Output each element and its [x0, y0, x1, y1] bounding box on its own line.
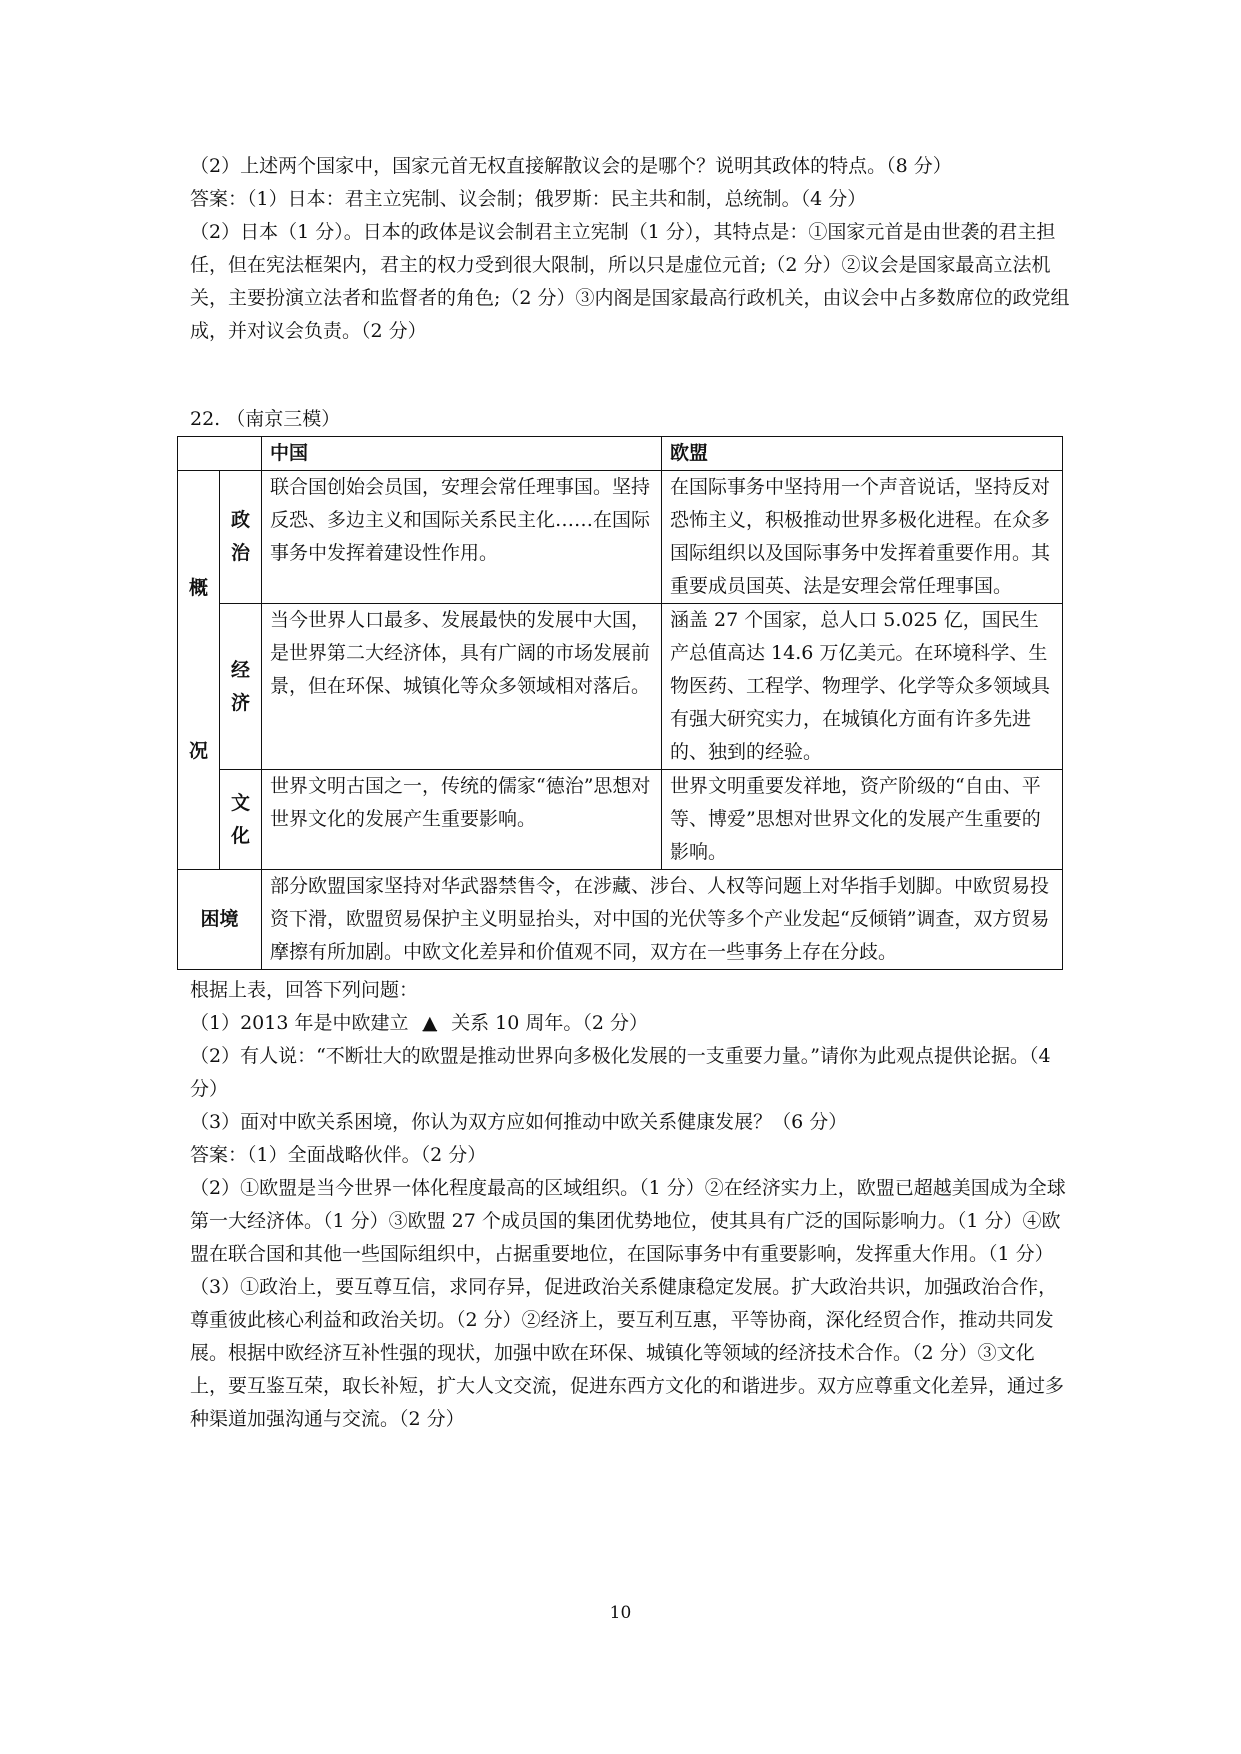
question-1 — [190, 1007, 1070, 1040]
cell-china-culture: 世界文明古国之一，传统的儒家“德治”思想对世界文化的发展产生重要影响。 — [262, 770, 662, 870]
answer-2: （2）①欧盟是当今世界一体化程度最高的区域组织。（1 分）②在经济实力上，欧盟已超越美国成为全球第一大经济体。（1 分）③欧盟 27 个成员国的集团优势地位，使其具有广泛的国际影响力。（1 分）④欧盟在联合国和其他一些国际组织中，占据重要地位，在国际事务中有重要影响，发挥重大作用。（1 分） — [190, 1177, 1066, 1265]
group-label-overview: 概 况 — [178, 471, 220, 870]
table-row-economy — [178, 604, 1063, 770]
row-label-culture: 文 化 — [220, 770, 262, 870]
answer-part-2: （2）日本（1 分）。日本的政体是议会制君主立宪制（1 分），其特点是：①国家元首是由世袭的君主担任，但在宪法框架内，君主的权力受到很大限制，所以只是虚位元首;（2 分）②议会是国家最高立法机关，主要扮演立法者和监督者的角色;（2 分）③内阁是国家最高行政机关，由议会中占多数席位的政党组成，并对议会负责。（2 分） — [190, 221, 1070, 342]
table-row-dilemma — [178, 870, 1063, 970]
row-label-politics: 政 治 — [220, 471, 262, 604]
question-1-after: 关系 10 周年。（2 分） — [451, 1012, 648, 1034]
cell-eu-culture: 世界文明重要发祥地，资产阶级的“自由、平等、博爱”思想对世界文化的发展产生重要的影响。 — [662, 770, 1063, 870]
answer-3: （3）①政治上，要互尊互信，求同存异，促进政治关系健康稳定发展。扩大政治共识，加强政治合作，尊重彼此核心利益和政治关切。（2 分）②经济上，要互利互惠，平等协商，深化经贸合作，推动共同发展。根据中欧经济互补性强的现状，加强中欧在环保、城镇化等领域的经济技术合作。（2 分）③文化上，要互鉴互荣，取长补短，扩大人文交流，促进东西方文化的和谐进步。双方应尊重文化差异，通过多种渠道加强沟通与交流。（2 分） — [190, 1276, 1065, 1430]
blank-triangle-icon: ▲ — [422, 1012, 438, 1034]
page-number: 10 — [609, 1603, 632, 1623]
document-content — [190, 150, 1070, 1436]
header-eu: 欧盟 — [662, 437, 1063, 471]
question-number: 22. — [190, 408, 221, 430]
question-3: （3）面对中欧关系困境，你认为双方应如何推动中欧关系健康发展？（6 分） — [190, 1111, 848, 1133]
question-header — [190, 403, 1070, 436]
previous-question-answer — [190, 150, 1070, 348]
questions-intro: 根据上表，回答下列问题： — [190, 979, 419, 1001]
question-1-before: （1）2013 年是中欧建立 — [190, 1012, 409, 1034]
question-2: （2）有人说：“不断壮大的欧盟是推动世界向多极化发展的一支重要力量。”请你为此观点提供论据。（4 分） — [190, 1045, 1051, 1100]
header-empty-cell — [178, 437, 262, 471]
cell-china-economy: 当今世界人口最多、发展最快的发展中大国，是世界第二大经济体，具有广阔的市场发展前景，但在环保、城镇化等众多领域相对落后。 — [262, 604, 662, 770]
header-china: 中国 — [262, 437, 662, 471]
question-part-2: （2）上述两个国家中，国家元首无权直接解散议会的是哪个？说明其政体的特点。（8 分） — [190, 155, 952, 177]
row-label-economy: 经 济 — [220, 604, 262, 770]
answer-1: 答案：（1）全面战略伙伴。（2 分） — [190, 1144, 487, 1166]
comparison-table — [177, 436, 1063, 970]
cell-eu-politics: 在国际事务中坚持用一个声音说话，坚持反对恐怖主义，积极推动世界多极化进程。在众多国际组织以及国际事务中发挥着重要作用。其重要成员国英、法是安理会常任理事国。 — [662, 471, 1063, 604]
row-label-dilemma: 困境 — [178, 870, 262, 970]
table-row-culture — [178, 770, 1063, 870]
question-source: （南京三模） — [226, 408, 341, 430]
questions-and-answers — [190, 974, 1070, 1436]
table-row-politics — [178, 471, 1063, 604]
spacer — [190, 348, 1070, 403]
table-header-row — [178, 437, 1063, 471]
cell-eu-economy: 涵盖 27 个国家，总人口 5.025 亿，国民生产总值高达 14.6 万亿美元。在环境科学、生物医药、工程学、物理学、化学等众多领域具有强大研究实力，在城镇化方面有许多先进的、独到的经验。 — [662, 604, 1063, 770]
answer-part-1: 答案：（1）日本：君主立宪制、议会制；俄罗斯：民主共和制，总统制。（4 分） — [190, 188, 867, 210]
cell-china-politics: 联合国创始会员国，安理会常任理事国。坚持反恐、多边主义和国际关系民主化……在国际事务中发挥着建设性作用。 — [262, 471, 662, 604]
cell-dilemma: 部分欧盟国家坚持对华武器禁售令，在涉藏、涉台、人权等问题上对华指手划脚。中欧贸易投资下滑，欧盟贸易保护主义明显抬头，对中国的光伏等多个产业发起“反倾销”调查，双方贸易摩擦有所加剧。中欧文化差异和价值观不同，双方在一些事务上存在分歧。 — [262, 870, 1063, 970]
